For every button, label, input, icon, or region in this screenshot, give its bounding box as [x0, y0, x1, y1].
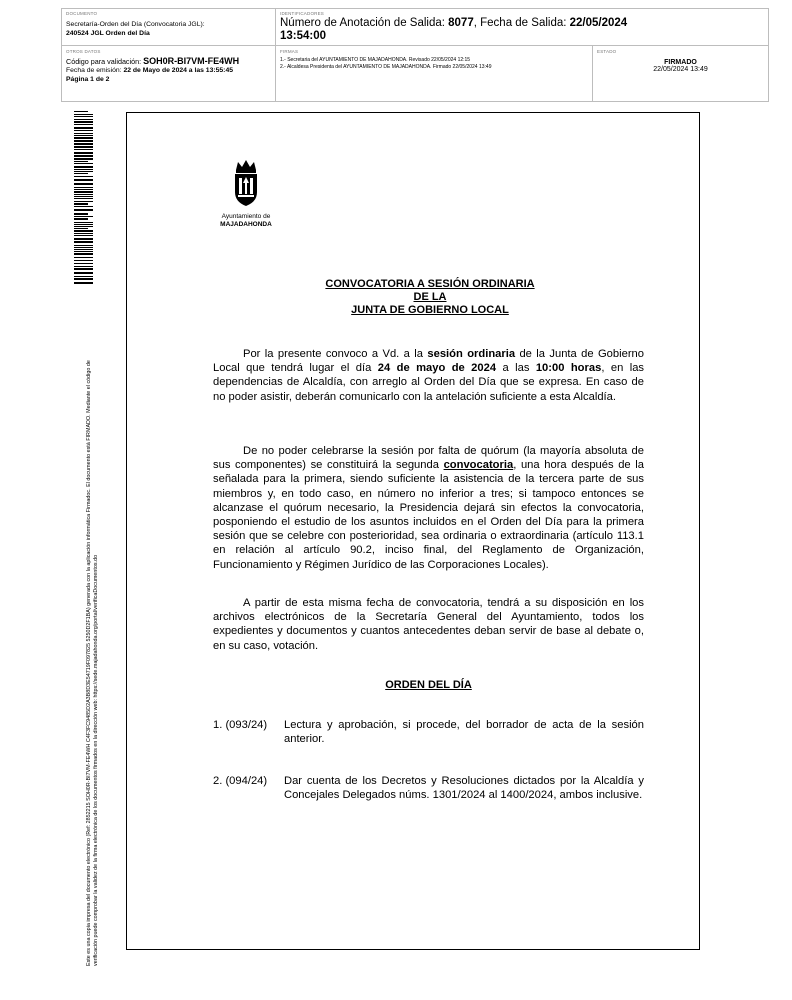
para2-text: De no poder celebrarse la sesión por falta de quórum (la mayoría absoluta de sus componentes) se constituirá la segunda [213, 445, 644, 472]
para1-text: Por la presente convoco a Vd. a la [243, 348, 428, 360]
paragraph-disposicion: A partir de esta misma fecha de convocatoria, tendrá a su disposición en los archivos electrónicos de la Secretaría General del Ayuntamiento, todos los expedientes y documentos y cuantos antecedentes deban servir de base al debate o, en su caso, votación. [213, 597, 644, 652]
barcode-bar [74, 171, 93, 172]
para2-convocatoria: convocatoria [443, 459, 514, 472]
barcode [74, 111, 93, 288]
codigo-valor: SOH0R-BI7VM-FE4WH [143, 56, 240, 66]
barcode-bar [74, 241, 93, 243]
barcode-bar [74, 222, 93, 223]
estado-caption: ESTADO [597, 49, 617, 54]
barcode-bar [74, 282, 93, 284]
estado-cell [593, 47, 768, 75]
barcode-bar [74, 247, 93, 248]
verification-line-1: Este es una copia impresa del documento electrónico (Ref: 2852215 SOH0R-BI7VM-FE4WH C4F3FC9485D2A3B8D3E54719F097825 5250D2F1BA) generada con la aplicación informática Firmadoc. El documento está FIRMADO. Mediante el código de [86, 360, 92, 966]
document-metadata-header [61, 8, 769, 102]
page-indicator: Página 1 de 2 [66, 76, 110, 83]
agenda-item-text: Dar cuenta de los Decretos y Resoluciones dictados por la Alcaldía y Concejales Delegados núms. 1301/2024 al 1400/2024, ambos inclusive. [284, 775, 644, 802]
identificadores-cell [276, 9, 768, 45]
barcode-bar [74, 187, 93, 188]
barcode-bar [74, 189, 93, 190]
barcode-bar [74, 201, 93, 202]
barcode-bar [74, 135, 93, 136]
barcode-bar [74, 130, 93, 131]
barcode-bar [74, 158, 93, 160]
barcode-bar [74, 140, 93, 142]
documento-name: Secretaría-Orden del Día (Convocatoria JGL): [66, 21, 205, 28]
fecha-emision [66, 66, 270, 75]
document-title [300, 278, 560, 317]
orden-del-dia-heading: ORDEN DEL DÍA [385, 679, 472, 691]
firma-1: 1.- Secretaria del AYUNTAMIENTO DE MAJADAHONDA. Revisado 22/05/2024 12:15 [280, 57, 471, 63]
barcode-bar [74, 209, 93, 211]
barcode-bar [74, 116, 93, 117]
barcode-bar [74, 251, 93, 252]
agenda-item-number: 1. (093/24) [213, 719, 268, 731]
para1-date: 24 de mayo de 2024 [377, 362, 497, 375]
barcode-bar [74, 169, 93, 170]
codigo-validacion [66, 57, 270, 66]
emision-valor: 22 de Mayo de 2024 a las 13:55:45 [123, 67, 234, 74]
barcode-bar [74, 137, 93, 139]
barcode-bar [74, 266, 93, 267]
barcode-bar [74, 276, 93, 277]
verification-side-text [86, 296, 100, 966]
agenda-item-number: 2. (094/24) [213, 775, 268, 787]
barcode-bar [74, 163, 93, 164]
barcode-bar [74, 124, 93, 125]
barcode-bar [74, 119, 93, 120]
registro-fecha: 22/05/2024 [569, 17, 628, 29]
otros-datos-caption: OTROS DATOS [66, 49, 101, 54]
firma-2: 2.- Alcaldesa Presidenta del AYUNTAMIENTO DE MAJADAHONDA. Firmado 22/05/2024 13:49 [280, 64, 492, 70]
municipal-logo [210, 158, 282, 229]
barcode-bar [74, 152, 93, 154]
para1-session-type: sesión ordinaria [427, 348, 516, 360]
title-line-2: DE LA [413, 291, 447, 303]
divider [62, 45, 768, 46]
agenda-item-text: Lectura y aprobación, si procede, del borrador de acta de la sesión anterior. [284, 719, 644, 746]
barcode-bar [74, 230, 93, 232]
barcode-bar [74, 263, 93, 264]
barcode-bar [74, 179, 93, 181]
documento-subname: 240524 JGL Orden del Día [66, 30, 150, 37]
barcode-bar [74, 216, 93, 217]
barcode-bar [74, 253, 93, 255]
barcode-bar [74, 249, 93, 250]
logo-line-1: Ayuntamiento de [221, 213, 271, 220]
barcode-bar [74, 111, 88, 112]
barcode-bar [74, 226, 93, 227]
barcode-bar [74, 257, 93, 258]
barcode-bar [74, 272, 93, 274]
title-line-1: CONVOCATORIA A SESIÓN ORDINARIA [325, 278, 535, 290]
barcode-bar [74, 191, 93, 193]
barcode-bar [74, 233, 93, 234]
barcode-bar [74, 176, 93, 177]
barcode-bar [74, 238, 93, 240]
documento-cell [62, 9, 274, 40]
barcode-bar [74, 194, 93, 195]
paragraph-quorum [213, 444, 644, 572]
para2-text: , una hora después de la señalada para la primera, siendo suficiente la asistencia de la tercera parte de sus miembros y, en todo caso, en número no inferior a tres; si tampoco entonces se alcanzase el quórum necesario, la Presidencia dejará sin efectos la convocatoria, posponiendo el estudio de los asuntos incluidos en el Orden del Día para la primera sesión que se celebre con posterioridad, sea ordinaria o extraordinaria (artículo 113.1 en relación al artículo 90.2, inciso final, del Reglamento de Organización, Funcionamiento y Régimen Jurídico de las Corporaciones Locales). [213, 459, 645, 571]
registro-salida [280, 17, 660, 43]
barcode-bar [74, 183, 93, 185]
logo-line-2: MAJADAHONDA [220, 221, 272, 228]
documento-caption: DOCUMENTO [66, 11, 98, 16]
verification-line-2: verificación puede comprobar la validez de la firma electrónica de los documentos firmados en la dirección web: https://sede.majadahonda.org/portal/verificaDocumentos.do [93, 554, 99, 966]
barcode-bar [74, 149, 93, 150]
registro-hora: 13:54:00 [280, 30, 327, 42]
emision-label: Fecha de emisión: [66, 67, 124, 74]
barcode-bar [74, 203, 88, 205]
estado-fecha: 22/05/2024 13:49 [653, 66, 708, 73]
firmas-cell [276, 47, 592, 73]
barcode-bar [74, 245, 93, 246]
barcode-bar [74, 127, 93, 129]
registro-numero: 8077 [448, 17, 474, 29]
coat-of-arms-icon [226, 158, 266, 208]
para1-text: de la Junta de Gobierno Local que tendrá lugar el día [213, 348, 645, 375]
barcode-bar [74, 133, 93, 134]
barcode-bar [74, 224, 93, 225]
barcode-bar [74, 146, 93, 148]
otros-datos-cell [62, 47, 274, 86]
barcode-bar [74, 228, 88, 229]
barcode-bar [74, 260, 93, 261]
barcode-bar [74, 198, 93, 199]
barcode-bar [74, 121, 93, 123]
estado-valor: FIRMADO [664, 59, 697, 66]
barcode-bar [74, 196, 93, 197]
codigo-label: Código para validación: [66, 57, 144, 66]
registro-prefix: Número de Anotación de Salida: [280, 17, 449, 29]
barcode-bar [74, 166, 93, 168]
barcode-bar [74, 235, 93, 236]
para1-time: 10:00 horas [535, 362, 602, 375]
barcode-bar [74, 114, 93, 115]
registro-mid: , Fecha de Salida: [473, 17, 570, 29]
identificadores-caption: IDENTIFICADORES [280, 11, 325, 16]
para1-text: , en las dependencias de Alcaldía, con arreglo al Orden del Día que se expresa. En caso de no poder asistir, deberán comunicarlo con la antelación suficiente a esta Alcaldía. [213, 362, 645, 403]
firmas-caption: FIRMAS [280, 49, 299, 54]
para1-text: a las [496, 362, 536, 375]
paragraph-convocatoria [213, 347, 644, 404]
barcode-bar [74, 213, 88, 215]
title-line-3: JUNTA DE GOBIERNO LOCAL [351, 304, 509, 316]
barcode-bar [74, 206, 93, 207]
barcode-bar [74, 155, 93, 157]
barcode-bar [74, 218, 88, 220]
barcode-bar [74, 161, 88, 162]
barcode-bar [74, 143, 93, 145]
barcode-bar [74, 268, 93, 270]
barcode-bar [74, 278, 93, 280]
barcode-bar [74, 173, 88, 174]
